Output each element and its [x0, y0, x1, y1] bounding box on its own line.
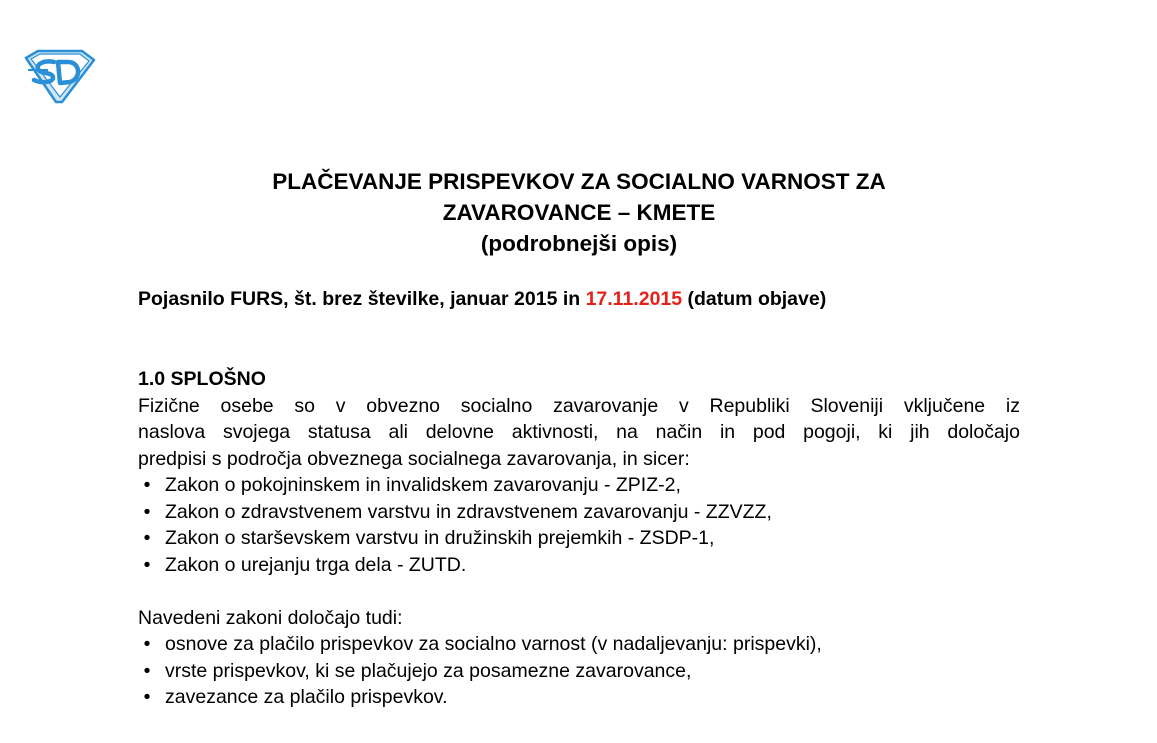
intro-line-1: Fizične osebe so v obvezno socialno zavarovanje v Republiki Sloveniji vključene iz [138, 394, 1020, 417]
bullet-icon: • [143, 500, 151, 523]
list-item: • vrste prispevkov, ki se plačujejo za posamezne zavarovance, [138, 658, 1020, 685]
bullet-icon: • [143, 659, 151, 682]
source-reference [138, 286, 1020, 312]
list-item: • Zakon o starševskem varstvu in družinskih prejemkih - ZSDP-1, [138, 525, 1020, 552]
sd-shield-logo-icon [22, 48, 96, 104]
also-intro: Navedeni zakoni določajo tudi: [138, 606, 403, 629]
bullet-icon: • [143, 686, 151, 708]
bullet-icon: • [143, 527, 151, 549]
bullet-icon: • [143, 553, 151, 576]
title-line-2: ZAVAROVANCE – KMETE [442, 200, 716, 225]
list-item: • Zakon o zdravstvenem varstvu in zdravstvenem zavarovanju - ZZVZZ, [138, 499, 1020, 526]
source-prefix: Pojasnilo FURS, št. brez številke, januar 2015 in [138, 288, 586, 310]
determinations-list [138, 631, 1020, 711]
intro-line-3: predpisi s področja obveznega socialnega zavarovanja, in sicer: [138, 447, 690, 470]
bullet-icon: • [143, 633, 151, 655]
list-item: • osnove za plačilo prispevkov za socialno varnost (v nadaljevanju: prispevki), [138, 631, 1020, 658]
list-item: • Zakon o pokojninskem in invalidskem zavarovanju - ZPIZ-2, [138, 472, 1020, 499]
intro-line-2: naslova svojega statusa ali delovne aktivnosti, na način in pod pogoji, ki jih določajo [138, 421, 1020, 443]
title-line-1: PLAČEVANJE PRISPEVKOV ZA SOCIALNO VARNOST ZA [272, 169, 886, 194]
source-date: 17.11.2015 [585, 288, 683, 310]
laws-list [138, 472, 1020, 578]
section-heading: 1.0 SPLOŠNO [138, 368, 266, 390]
intro-paragraph [138, 393, 1020, 473]
section-general [138, 366, 1020, 711]
bullet-icon: • [143, 474, 151, 496]
source-suffix: (datum objave) [682, 288, 827, 310]
list-item: • zavezance za plačilo prispevkov. [138, 684, 1020, 711]
document-title [138, 166, 1020, 259]
title-line-3: (podrobnejši opis) [480, 231, 678, 256]
list-item: • Zakon o urejanju trga dela - ZUTD. [138, 552, 1020, 579]
